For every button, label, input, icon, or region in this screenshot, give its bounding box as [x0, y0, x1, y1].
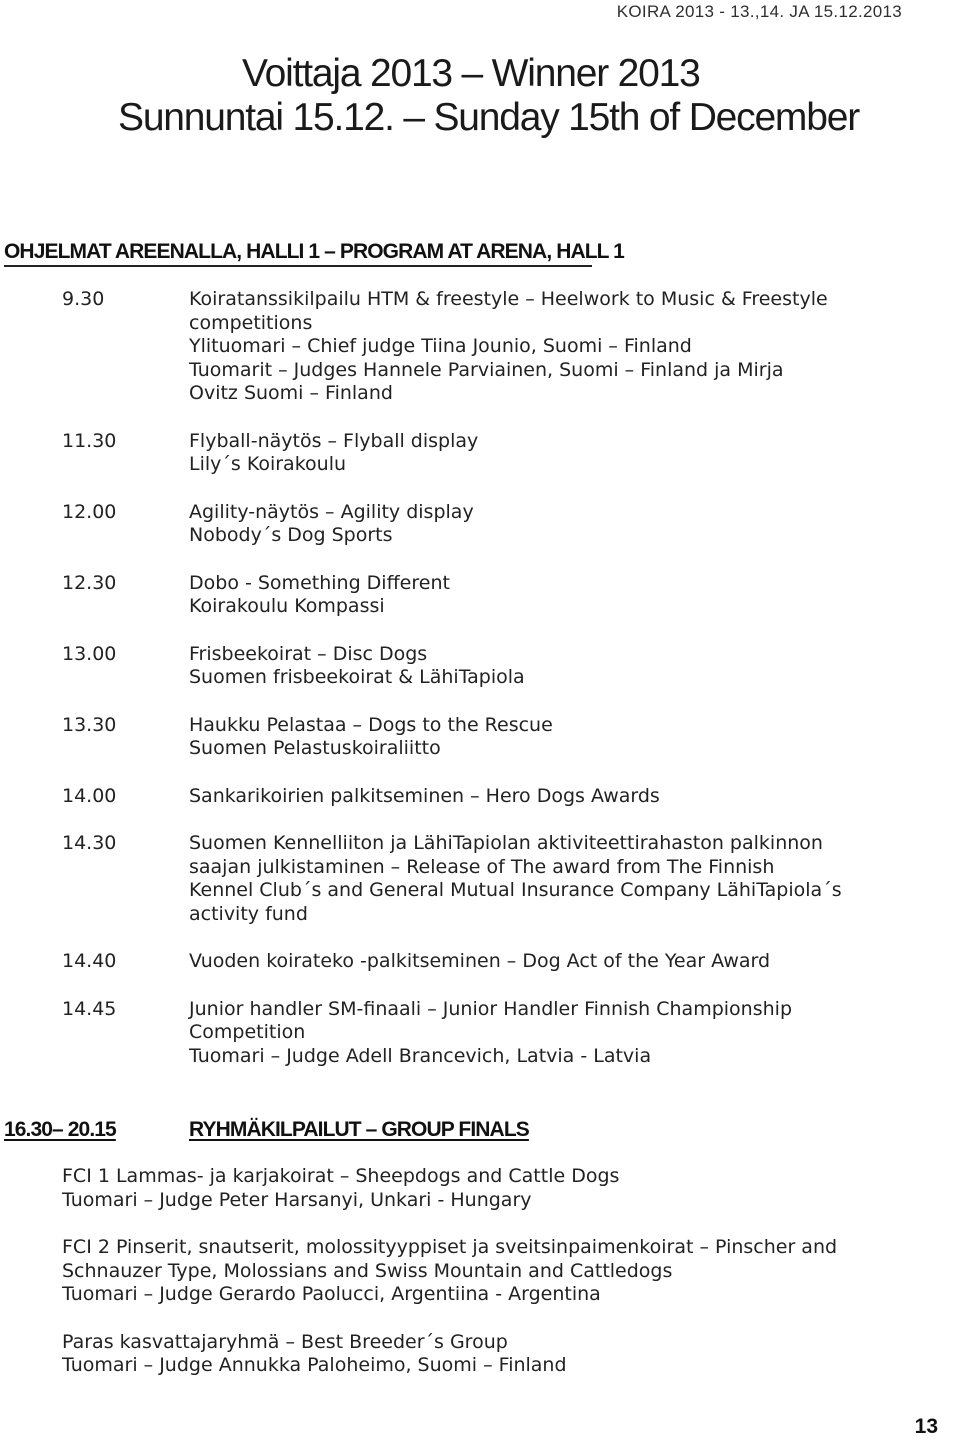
program-time: 14.30 [62, 832, 117, 854]
program-description [189, 785, 942, 809]
program-line: Tuomari – Judge Adell Brancevich, Latvia - Latvia [189, 1044, 652, 1067]
group-final-line: Paras kasvattajaryhmä – Best Breeder´s Group [62, 1330, 508, 1353]
program-line: Frisbeekoirat – Disc Dogs [189, 642, 428, 665]
program-description [189, 572, 942, 619]
program-line: Junior handler SM-finaali – Junior Handler Finnish Championship [189, 997, 792, 1020]
group-final-line: Schnauzer Type, Molossians and Swiss Mountain and Cattledogs [62, 1259, 673, 1282]
page-number: 13 [914, 1415, 938, 1438]
program-description [189, 832, 942, 926]
program-line: Suomen Pelastuskoiraliitto [189, 737, 441, 759]
event-header-tag: KOIRA 2013 - 13.,14. JA 15.12.2013 [616, 2, 902, 21]
program-time: 12.00 [62, 500, 117, 523]
group-final-item [62, 1165, 942, 1212]
group-final-item [62, 1236, 942, 1307]
program-line: competitions [189, 311, 313, 334]
program-time: 14.00 [62, 784, 117, 807]
program-item [62, 501, 942, 548]
program-time: 13.30 [62, 713, 117, 736]
group-finals-time: 16.30– 20.15 [4, 1118, 116, 1141]
program-line: Ovitz Suomi – Finland [189, 382, 393, 404]
program-item [62, 572, 942, 619]
program-item [62, 714, 942, 761]
program-line: Haukku Pelastaa – Dogs to the Rescue [189, 713, 553, 736]
program-line: Dobo - Something Different [189, 571, 450, 594]
program-description [189, 998, 942, 1069]
program-description [189, 950, 942, 974]
program-line: Suomen Kennelliiton ja LähiTapiolan aktiviteettirahaston palkinnon [189, 832, 823, 854]
group-finals-title: RYHMÄKILPAILUT – GROUP FINALS [189, 1118, 529, 1141]
program-item [62, 950, 942, 974]
program-line: Lily´s Koirakoulu [189, 453, 347, 475]
program-description [189, 288, 942, 406]
program-time: 12.30 [62, 571, 117, 594]
group-finals-list [62, 1165, 942, 1402]
program-description [189, 430, 942, 477]
program-time: 14.40 [62, 950, 117, 972]
program-item [62, 430, 942, 477]
program-item [62, 643, 942, 690]
program-time: 13.00 [62, 642, 117, 665]
group-finals-heading [4, 1118, 529, 1142]
program-line: Koirakoulu Kompassi [189, 595, 385, 617]
program-description [189, 643, 942, 690]
program-line: Koiratanssikilpailu HTM & freestyle – Heelwork to Music & Freestyle [189, 288, 828, 310]
program-line: Ylituomari – Chief judge Tiina Jounio, Suomi – Finland [189, 335, 692, 357]
program-description [189, 501, 942, 548]
program-item [62, 288, 942, 406]
group-final-line: Tuomari – Judge Gerardo Paolucci, Argentiina - Argentina [62, 1283, 601, 1305]
program-line: saajan julkistaminen – Release of The award from The Finnish [189, 855, 775, 878]
program-time: 9.30 [62, 288, 105, 310]
program-description [189, 714, 942, 761]
group-final-line: Tuomari – Judge Peter Harsanyi, Unkari - Hungary [62, 1188, 532, 1211]
title-line-winner: Voittaja 2013 – Winner 2013 [242, 52, 700, 95]
group-final-line: FCI 1 Lammas- ja karjakoirat – Sheepdogs and Cattle Dogs [62, 1165, 620, 1187]
arena-program-heading: OHJELMAT AREENALLA, HALLI 1 – PROGRAM AT ARENA, HALL 1 [4, 240, 592, 267]
group-final-line: FCI 2 Pinserit, snautserit, molossityyppiset ja sveitsinpaimenkoirat – Pinscher and [62, 1236, 838, 1258]
program-line: Tuomarit – Judges Hannele Parviainen, Suomi – Finland ja Mirja [189, 358, 784, 381]
title-line-date: Sunnuntai 15.12. – Sunday 15th of December [118, 96, 859, 139]
program-time: 11.30 [62, 429, 117, 452]
program-time: 14.45 [62, 997, 117, 1020]
program-item [62, 832, 942, 926]
program-line: Sankarikoirien palkitseminen – Hero Dogs Awards [189, 784, 660, 807]
page-title [118, 52, 859, 140]
program-line: Competition [189, 1021, 306, 1043]
program-line: Suomen frisbeekoirat & LähiTapiola [189, 666, 525, 688]
program-line: Nobody´s Dog Sports [189, 524, 393, 546]
program-item [62, 998, 942, 1069]
program-item [62, 785, 942, 809]
program-line: Flyball-näytös – Flyball display [189, 429, 479, 452]
program-line: Agility-näytös – Agility display [189, 500, 474, 523]
program-line: Kennel Club´s and General Mutual Insurance Company LähiTapiola´s [189, 879, 842, 901]
program-line: Vuoden koirateko -palkitseminen – Dog Act of the Year Award [189, 950, 771, 972]
group-final-item [62, 1331, 942, 1378]
group-final-line: Tuomari – Judge Annukka Paloheimo, Suomi – Finland [62, 1354, 567, 1376]
arena-program-list [62, 288, 942, 1092]
program-line: activity fund [189, 902, 308, 925]
